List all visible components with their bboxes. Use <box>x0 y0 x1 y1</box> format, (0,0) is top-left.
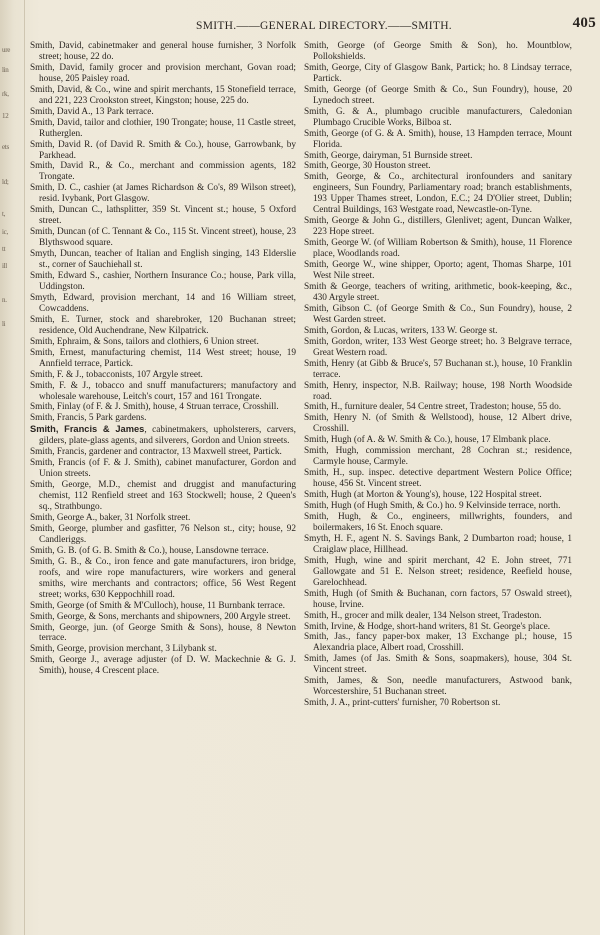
directory-entry: Smith, George, City of Glasgow Bank, Partick; ho. 8 Lindsay terrace, Partick. <box>304 62 572 84</box>
directory-entry: Smith, F. & J., tobacco and snuff manufacturers; manufactory and wholesale warehouse, Leitch's court, 157 and 161 Trongate. <box>30 380 296 402</box>
directory-entry: Smith, G. & A., plumbago crucible manufacturers, Caledonian Plumbago Crucible Works, Bilboa st. <box>304 106 572 128</box>
directory-entry: Smith, Hugh, commission merchant, 28 Cochran st.; residence, Carmyle house, Carmyle. <box>304 446 572 468</box>
directory-entry: Smith, Francis, 5 Park gardens. <box>30 413 147 424</box>
directory-entry: Smith, David R. (of David R. Smith & Co.), house, Garrowbank, by Parkhead. <box>30 139 296 161</box>
directory-entry: Smith, Hugh, & Co., engineers, millwrights, founders, and boilermakers, 16 St. Enoch square. <box>304 511 572 533</box>
directory-entry: Smith, G. B., & Co., iron fence and gate manufacturers, iron bridge, roofs, and wire rope manufacturers, wire workers and general smiths, wire merchants and contractors; office, 56 West Regent street; works, 630 Keppochhill road. <box>30 556 296 600</box>
directory-entry: Smith, J. A., print-cutters' furnisher, 70 Robertson st. <box>304 698 501 709</box>
gutter-fragment: t, <box>2 210 6 218</box>
directory-entry: Smith, G. B. (of G. B. Smith & Co.), house, Lansdowne terrace. <box>30 545 269 556</box>
directory-entry: Smith, George & John G., distillers, Glenlivet; agent, Duncan Walker, 223 Hope street. <box>304 216 572 238</box>
directory-entry: Smith, Irvine, & Hodge, short-hand writers, 81 St. George's place. <box>304 621 551 632</box>
directory-entry: Smith, Francis, gardener and contractor, 13 Maxwell street, Partick. <box>30 447 282 458</box>
gutter-fragment: lin <box>2 66 9 74</box>
gutter-fragment: 12 <box>2 112 9 120</box>
directory-entry: Smith, Hugh (of Hugh Smith, & Co.) ho. 9 Kelvinside terrace, north. <box>304 501 561 512</box>
featured-entry-name: Smith, Francis & James <box>30 424 145 435</box>
running-title: SMITH.——GENERAL DIRECTORY.——SMITH. <box>196 20 452 32</box>
directory-entry: Smith, Gibson C. (of George Smith & Co., Sun Foundry), house, 2 West Garden street. <box>304 303 572 325</box>
directory-entry: Smith, George, & Sons, merchants and shipowners, 200 Argyle street. <box>30 611 291 622</box>
gutter-fragment: ic, <box>2 228 8 236</box>
directory-entry: Smith, H., furniture dealer, 54 Centre street, Tradeston; house, 55 do. <box>304 402 562 413</box>
directory-entry: Smith, H., sup. inspec. detective department Western Police Office; house, 456 St. Vincent street. <box>304 468 572 490</box>
directory-entry: Smith, George (of George Smith & Son), ho. Mountblow, Pollokshields. <box>304 41 572 62</box>
directory-entry: Smith, H., grocer and milk dealer, 134 Nelson street, Tradeston. <box>304 610 542 621</box>
binding-gutter <box>0 0 25 935</box>
directory-entry: Smith, George W. (of William Robertson & Smith), house, 11 Florence place, Woodlands road. <box>304 238 572 260</box>
directory-entry: Smith, George J., average adjuster (of D. W. Mackechnie & G. J. Smith), house, 4 Crescent place. <box>30 655 296 677</box>
directory-entry: Smyth, Edward, provision merchant, 14 and 16 William street, Cowcaddens. <box>30 292 296 314</box>
directory-entry: Smith, David, family grocer and provision merchant, Govan road; house, 205 Paisley road. <box>30 62 296 84</box>
directory-entry: Smith, George, & Co., architectural ironfounders and sanitary engineers, Sun Foundry, Parliamentary road; branch establishments, 193 Upper Thames street, London, E.C.; 24 D'Olier street, Dublin; Central Buildings, 163 Westgate road, Newcastle-on-Tyne. <box>304 172 572 216</box>
directory-entry: Smith, George (of George Smith & Co., Sun Foundry), house, 20 Lynedoch street. <box>304 84 572 106</box>
directory-entry: Smyth, H. F., agent N. S. Savings Bank, 2 Dumbarton road; house, 1 Craiglaw place, Hillhead. <box>304 533 572 555</box>
directory-entry: Smyth, Duncan, teacher of Italian and English singing, 143 Elderslie st., corner of Sauchiehall st. <box>30 249 296 271</box>
directory-entry: Smith, Francis (of F. & J. Smith), cabinet manufacturer, Gordon and Union streets. <box>30 458 296 480</box>
directory-entry: Smith, Jas., fancy paper-box maker, 13 Exchange pl.; house, 15 Alexandria place, Albert road, Crosshill. <box>304 632 572 654</box>
directory-entry: Smith, David R., & Co., merchant and commission agents, 182 Trongate. <box>30 161 296 183</box>
directory-entry: Smith, Henry, inspector, N.B. Railway; house, 198 North Woodside road. <box>304 380 572 402</box>
gutter-fragment: ets <box>2 143 9 151</box>
directory-entry: Smith, George, plumber and gasfitter, 76 Nelson st., city; house, 92 Candleriggs. <box>30 523 296 545</box>
directory-entry: Smith & George, teachers of writing, arithmetic, book-keeping, &c., 430 Argyle street. <box>304 281 572 303</box>
directory-entry-featured: Smith, Francis & James, cabinetmakers, upholsterers, carvers, gilders, plate-glass agents, and silverers, Gordon and Union streets. <box>30 424 296 447</box>
directory-entry: Smith, Ephraim, & Sons, tailors and clothiers, 6 Union street. <box>30 336 259 347</box>
directory-entry: Smith, David, & Co., wine and spirit merchants, 15 Stonefield terrace, and 221, 223 Crookston street, Kingston; house, 225 do. <box>30 84 296 106</box>
directory-entry: Smith, Henry N. (of Smith & Wellstood), house, 12 Albert drive, Crosshill. <box>304 413 572 435</box>
directory-entry: Smith, E. Turner, stock and sharebroker, 120 Buchanan street; residence, Old Auchendrane, New Kilpatrick. <box>30 314 296 336</box>
directory-entry: Smith, George, dairyman, 51 Burnside street. <box>304 150 473 161</box>
directory-entry: Smith, F. & J., tobacconists, 107 Argyle street. <box>30 369 203 380</box>
directory-entry: Smith, Gordon, writer, 133 West George street; ho. 3 Belgrave terrace, Great Western road. <box>304 336 572 358</box>
directory-entry: Smith, James (of Jas. Smith & Sons, soapmakers), house, 304 St. Vincent street. <box>304 654 572 676</box>
directory-entry: Smith, Hugh (at Morton & Young's), house, 122 Hospital street. <box>304 490 542 501</box>
directory-entry: Smith, Gordon, & Lucas, writers, 133 W. George st. <box>304 325 498 336</box>
gutter-fragment: li <box>2 320 6 328</box>
gutter-fragment: ld; <box>2 178 9 186</box>
directory-entry: Smith, D. C., cashier (at James Richardson & Co's, 89 Wilson street), resid. Ivybank, Port Glasgow. <box>30 183 296 205</box>
directory-entry: Smith, Edward S., cashier, Northern Insurance Co.; house, Park villa, Uddingston. <box>30 271 296 292</box>
directory-entry: Smith, David, tailor and clothier, 190 Trongate; house, 11 Castle street, Rutherglen. <box>30 117 296 139</box>
directory-entry: Smith, James, & Son, needle manufacturers, Astwood bank, Worcestershire, 51 Buchanan street. <box>304 676 572 698</box>
directory-entry: Smith, George, M.D., chemist and druggist and manufacturing chemist, 112 Renfield street and 163 Stockwell; house, 2 Queen's sq., Strathbungo. <box>30 480 296 513</box>
directory-entry: Smith, Finlay (of F. & J. Smith), house, 4 Struan terrace, Crosshill. <box>30 402 279 413</box>
directory-entry: Smith, George, 30 Houston street. <box>304 161 431 172</box>
right-column <box>304 41 572 931</box>
gutter-fragment: ure <box>2 46 11 54</box>
directory-entry: Smith, Duncan C., lathsplitter, 359 St. Vincent st.; house, 5 Oxford street. <box>30 205 296 227</box>
gutter-fragment: tt <box>2 245 6 253</box>
gutter-fragment: ill <box>2 262 7 270</box>
directory-entry: Smith, David, cabinetmaker and general house furnisher, 3 Norfolk street; house, 22 do. <box>30 41 296 62</box>
gutter-fragment: n. <box>2 296 7 304</box>
directory-entry: Smith, Duncan (of C. Tennant & Co., 115 St. Vincent street), house, 23 Blythswood square. <box>30 227 296 249</box>
directory-entry: Smith, George (of Smith & M'Culloch), house, 11 Burnbank terrace. <box>30 600 285 611</box>
running-header <box>196 15 596 36</box>
directory-entry: Smith, Henry (at Gibb & Bruce's, 57 Buchanan st.), house, 10 Franklin terrace. <box>304 358 572 380</box>
directory-entry: Smith, Hugh, wine and spirit merchant, 42 E. John street, 771 Gallowgate and 51 E. Nelson street; residence, Reefield house, Garelochhead. <box>304 555 572 588</box>
page-number: 405 <box>572 15 596 31</box>
directory-entry: Smith, Hugh (of A. & W. Smith & Co.), house, 17 Elmbank place. <box>304 435 551 446</box>
directory-entry: Smith, George (of G. & A. Smith), house, 13 Hampden terrace, Mount Florida. <box>304 128 572 150</box>
directory-entry: Smith, David A., 13 Park terrace. <box>30 106 154 117</box>
gutter-fragment: rk, <box>2 90 9 98</box>
directory-entry: Smith, George, provision merchant, 3 Lilybank st. <box>30 644 217 655</box>
directory-entry: Smith, Hugh (of Smith & Buchanan, corn factors, 57 Oswald street), house, Irvine. <box>304 588 572 610</box>
directory-entry: Smith, George A., baker, 31 Norfolk street. <box>30 512 191 523</box>
directory-entry: Smith, George W., wine shipper, Oporto; agent, Thomas Sharpe, 101 West Nile street. <box>304 260 572 282</box>
left-column <box>30 41 296 931</box>
directory-entry: Smith, George, jun. (of George Smith & Sons), house, 8 Newton terrace. <box>30 622 296 644</box>
directory-entry: Smith, Ernest, manufacturing chemist, 114 West street; house, 19 Annfield terrace, Partick. <box>30 347 296 369</box>
